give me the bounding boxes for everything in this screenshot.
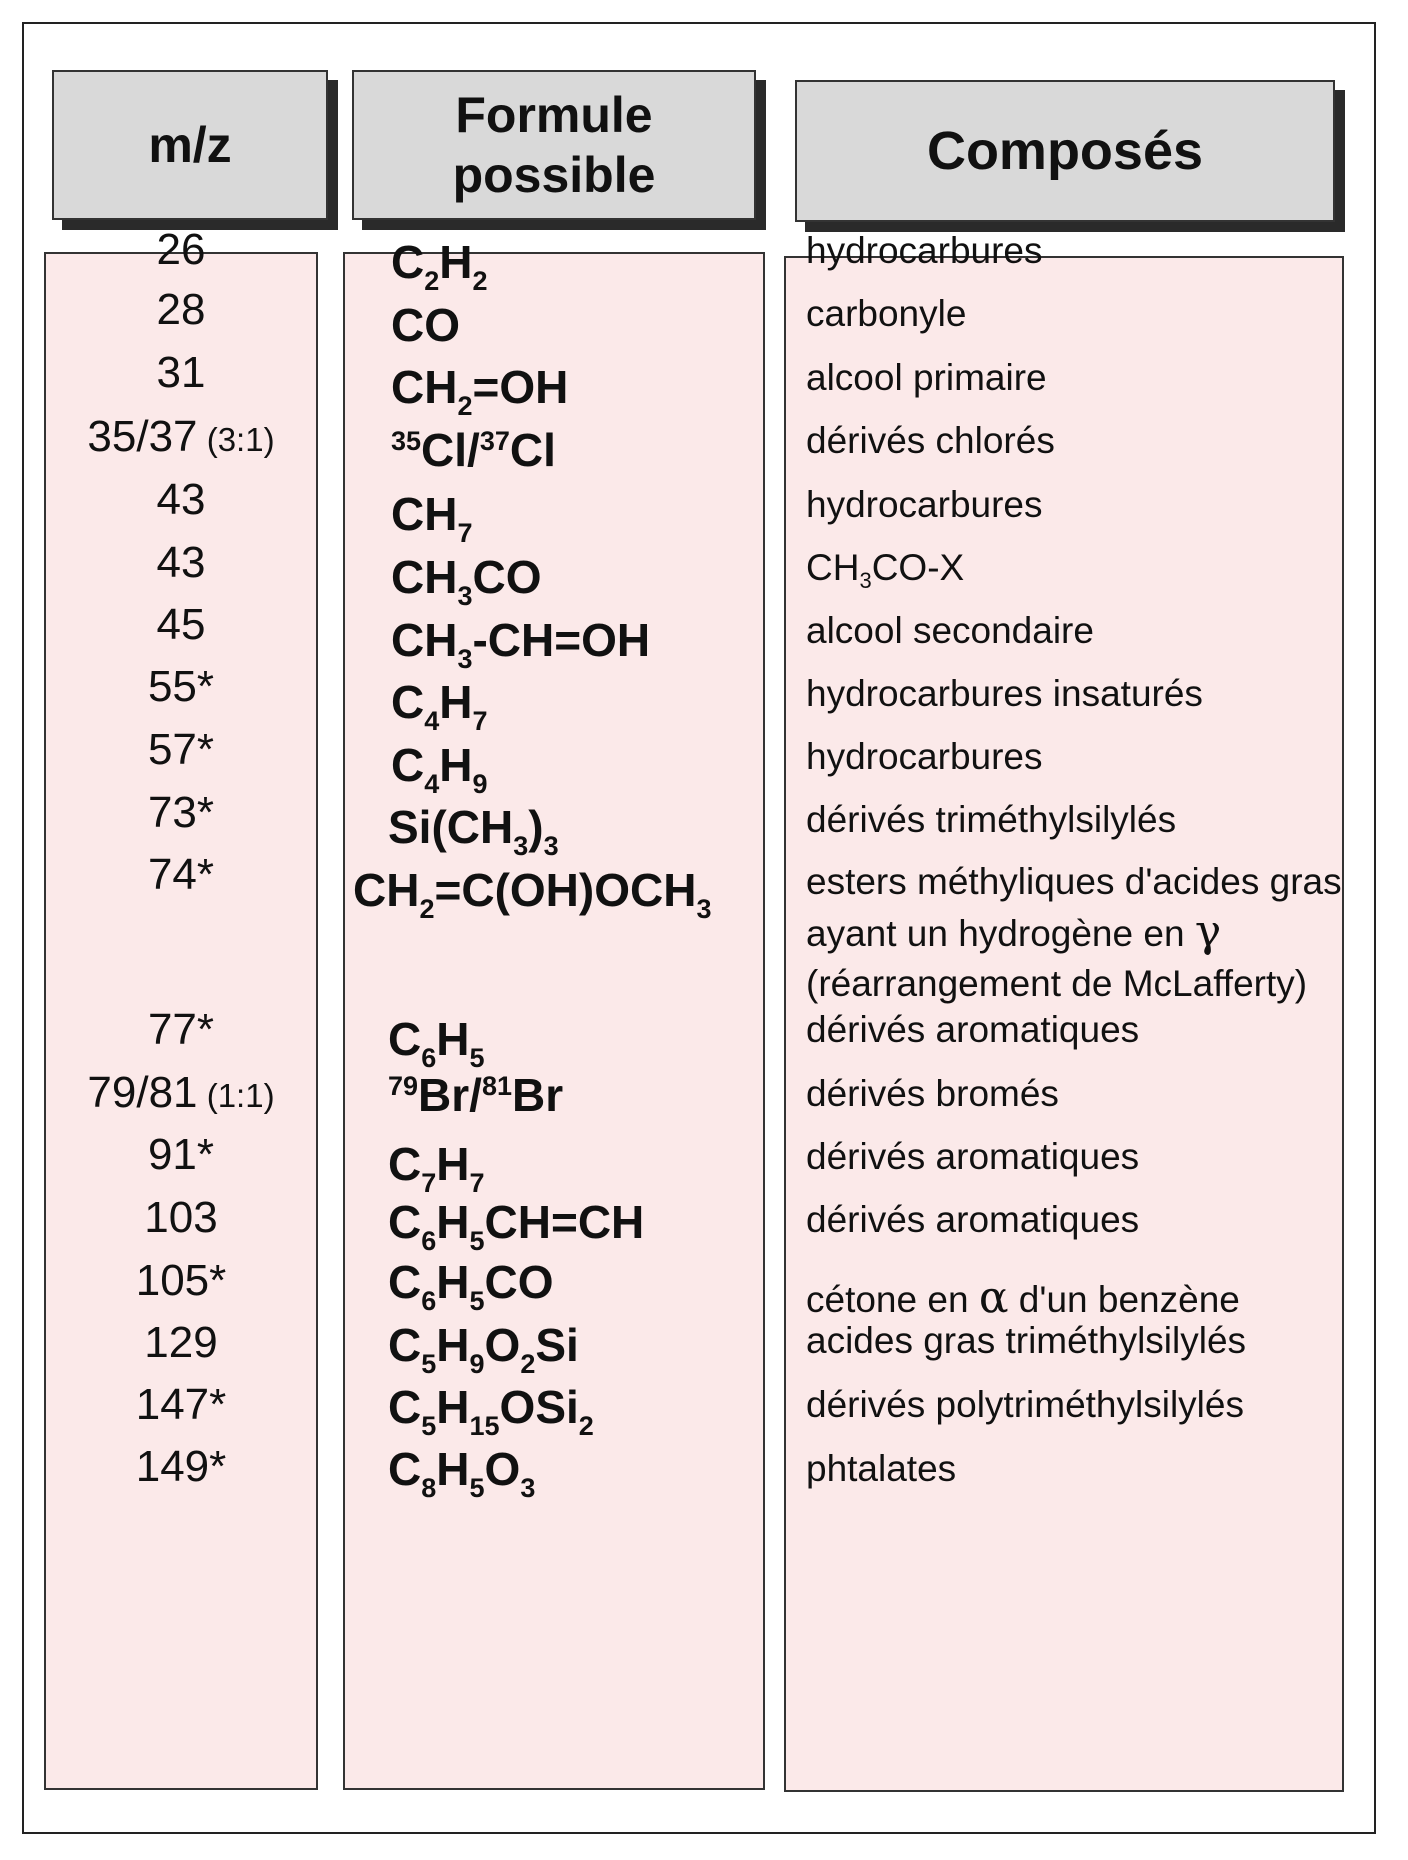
compound-value: hydrocarbures	[806, 484, 1043, 525]
mz-value: 74*	[147, 850, 215, 899]
formula-value: $CH_7$	[391, 488, 473, 548]
mz-value: 35/37 (3:1)	[87, 412, 275, 461]
mz-value: 31	[156, 348, 206, 397]
formula-value: $C_4H_7$	[391, 676, 488, 736]
formula-value: $C_6H_5$	[388, 1013, 485, 1073]
mz-value: 91*	[147, 1130, 215, 1179]
formula-value: $C_6H_5CO$	[388, 1256, 554, 1316]
mz-value: 57*	[147, 725, 215, 774]
formula-value: $Si(CH_3)_3$	[388, 801, 559, 861]
header-compounds: Composés	[795, 80, 1335, 222]
compound-value: hydrocarbures insaturés	[806, 673, 1203, 714]
mz-value: 73*	[147, 788, 215, 837]
compound-value: hydrocarbures	[806, 736, 1043, 777]
compound-value: hydrocarbures	[806, 230, 1043, 271]
compound-value: dérivés triméthylsilylés	[806, 799, 1177, 840]
compound-value: alcool primaire	[806, 357, 1047, 398]
compound-value: carbonyle	[806, 293, 967, 334]
compound-value: dérivés bromés	[806, 1073, 1059, 1114]
mz-value: 28	[156, 285, 206, 334]
mz-value: 79/81 (1:1)	[87, 1068, 275, 1117]
mz-value: 147*	[135, 1380, 227, 1429]
mz-value: 26	[156, 225, 206, 274]
compound-value: $CH_3CO-X$	[806, 547, 965, 593]
formula-value: $CH_3CO$	[391, 551, 542, 611]
isotope-ratio: (1:1)	[197, 1077, 275, 1114]
formula-value: $^{35}$Cl/$^{37}$Cl	[391, 424, 556, 476]
compound-value: alcool secondaire	[806, 610, 1094, 651]
formula-value: $C_7H_7$	[388, 1138, 485, 1198]
formula-value: $C_5H_{15}OSi_2$	[388, 1381, 594, 1441]
compound-value: dérivés chlorés	[806, 420, 1055, 461]
formula-value: $CH_2=C(OH)OCH_3$	[353, 864, 712, 924]
mz-value: 55*	[147, 662, 215, 711]
mz-value: 103	[144, 1193, 218, 1242]
mz-value: 105*	[135, 1256, 227, 1305]
formula-value: $^{79}$Br/$^{81}$Br	[388, 1069, 564, 1121]
mz-value: 129	[144, 1318, 218, 1367]
formula-value: $C_6H_5CH=CH$	[388, 1196, 645, 1256]
formula-value: $C_4H_9$	[391, 739, 488, 799]
mz-value: 77*	[147, 1005, 215, 1054]
header-formula-line1: Formule	[455, 87, 653, 143]
compound-value: cétone en α d'un benzène	[806, 1272, 1240, 1323]
formula-value: $CH_2=OH$	[391, 361, 569, 421]
mz-value: 149*	[135, 1442, 227, 1491]
isotope-ratio: (3:1)	[197, 421, 275, 458]
formula-value: $CH_3-CH=OH$	[391, 614, 651, 674]
header-formula	[352, 70, 756, 220]
compound-value: dérivés aromatiques	[806, 1136, 1140, 1177]
header-mz: m/z	[52, 70, 328, 220]
formula-value: $C_8H_5O_3$	[388, 1443, 536, 1503]
compound-value: phtalates	[806, 1448, 957, 1489]
mz-value: 43	[156, 475, 206, 524]
formula-value: $C_5H_9O_2Si$	[388, 1319, 579, 1379]
compound-value: acides gras triméthylsilylés	[806, 1320, 1247, 1361]
formula-value: CO	[391, 299, 460, 351]
mz-value: 43	[156, 538, 206, 587]
header-formula-line2: possible	[452, 147, 656, 203]
compound-value: dérivés aromatiques	[806, 1009, 1140, 1050]
compound-value: esters méthyliques d'acides gras ayant un hydrogène en γ (réarrangement de McLafferty)	[806, 861, 1342, 1004]
formula-value: $C_2H_2$	[391, 236, 488, 296]
mz-value: 45	[156, 600, 206, 649]
compound-value: dérivés polytriméthylsilylés	[806, 1384, 1244, 1425]
compound-value: dérivés aromatiques	[806, 1199, 1140, 1240]
